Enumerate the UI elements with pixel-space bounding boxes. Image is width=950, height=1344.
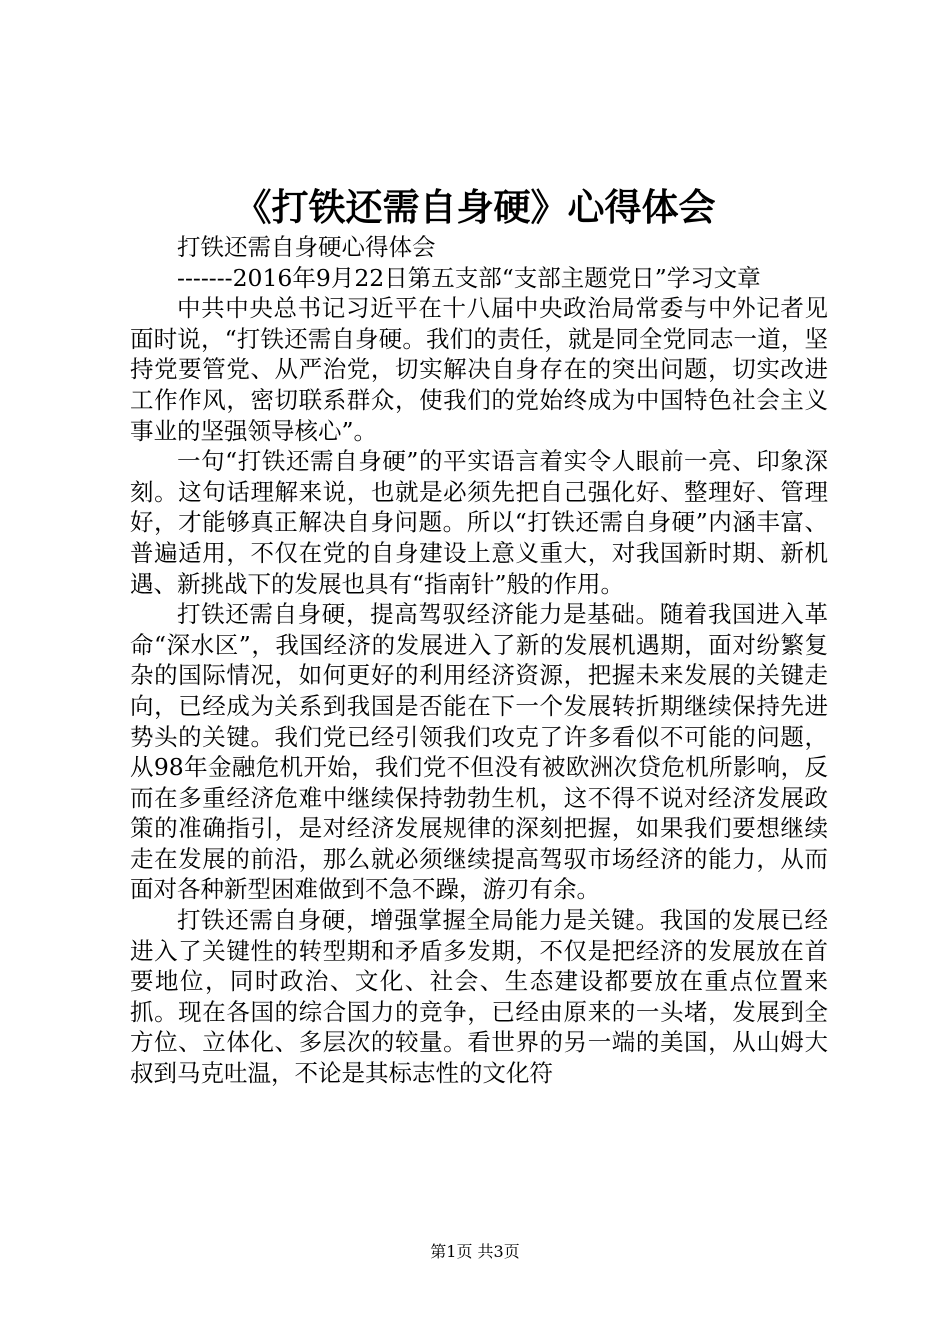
page-number-footer: 第1页 共3页 <box>430 1242 520 1261</box>
paragraph-subtitle: 打铁还需自身硬心得体会 <box>177 233 436 261</box>
paragraph: 中共中央总书记习近平在十八届中央政治局常委与中外记者见面时说，“打铁还需自身硬。我们的责任，就是同全党同志一道，坚持党要管党、从严治党，切实解决自身存在的突出问题，切实改进工作作风，密切联系群众，使我们的党始终成为中国特色社会主义事业的坚强领导核心”。 <box>130 294 828 445</box>
paragraph: 打铁还需自身硬，增强掌握全局能力是关键。我国的发展已经进入了关键性的转型期和矛盾多发期，不仅是把经济的发展放在首要地位，同时政治、文化、社会、生态建设都要放在重点位置来抓。现在各国的综合国力的竞争，已经由原来的一头堵，发展到全方位、立体化、多层次的较量。看世界的另一端的美国，从山姆大叔到马克吐温，不论是其标志性的文化符 <box>130 906 828 1088</box>
paragraph: 一句“打铁还需自身硬”的平实语言着实令人眼前一亮、印象深刻。这句话理解来说，也就是必须先把自己强化好、整理好、管理好，才能够真正解决自身问题。所以“打铁还需自身硬”内涵丰富、普遍适用，不仅在党的自身建设上意义重大，对我国新时期、新机遇、新挑战下的发展也具有“指南针”般的作用。 <box>130 447 828 598</box>
paragraph-date-line: -------2016年9月22日第五支部“支部主题党日”学习文章 <box>177 263 761 292</box>
document-title: 《打铁还需自身硬》心得体会 <box>234 185 716 229</box>
document-body <box>130 232 828 1089</box>
paragraph: 打铁还需自身硬，提高驾驭经济能力是基础。随着我国进入革命“深水区”，我国经济的发展进入了新的发展机遇期，面对纷繁复杂的国际情况，如何更好的利用经济资源，把握未来发展的关键走向，已经成为关系到我国是否能在下一个发展转折期继续保持先进势头的关键。我们党已经引领我们攻克了许多看似不可能的问题，从98年金融危机开始，我们党不但没有被欧洲次贷危机所影响，反而在多重经济危难中继续保持勃勃生机，这不得不说对经济发展政策的准确指引，是对经济发展规律的深刻把握，如果我们要想继续走在发展的前沿，那么就必须继续提高驾驭市场经济的能力，从而面对各种新型困难做到不急不躁，游刃有余。 <box>130 600 828 904</box>
